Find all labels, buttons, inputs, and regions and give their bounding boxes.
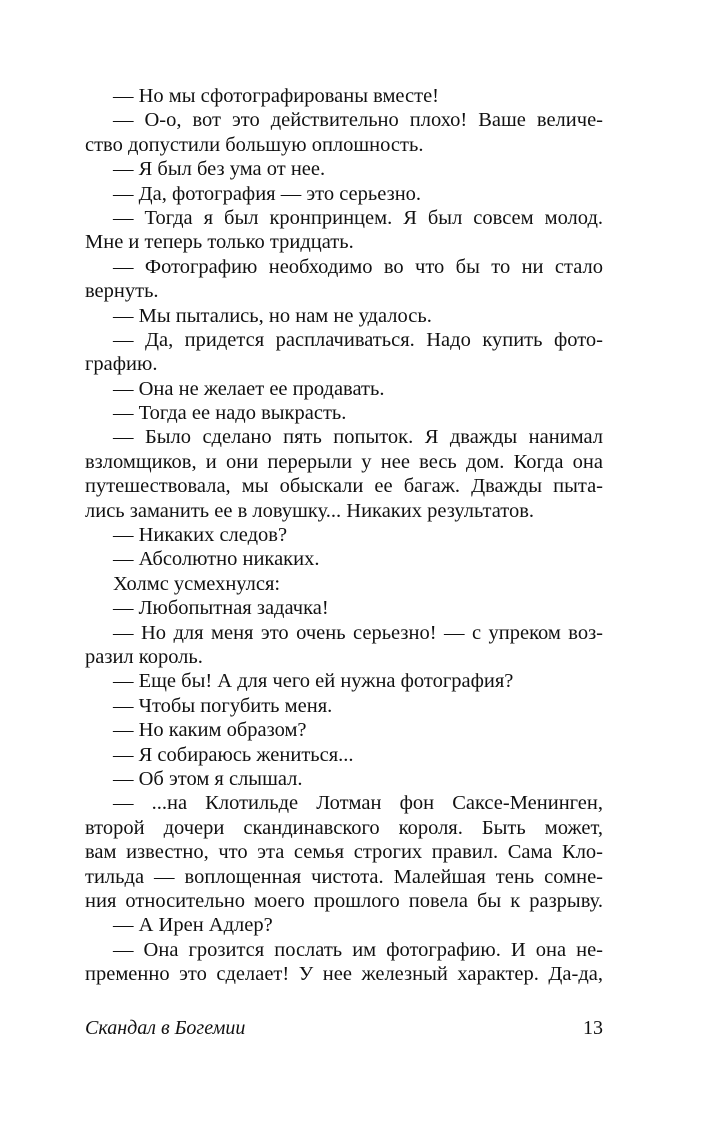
- text-line: лись заманить ее в ловушку... Никаких результатов.: [85, 499, 535, 522]
- text-line: — Еще бы! А для чего ей нужна фотография?: [113, 670, 514, 693]
- page-body: [85, 84, 603, 986]
- text-line: — Но для меня это очень серьезно! — с упреком воз-: [113, 621, 603, 644]
- page-footer: [85, 1015, 603, 1041]
- text-line: — ...на Клотильде Лотман фон Саксе-Менинген,: [113, 792, 603, 815]
- text-line: — О-о, вот это действительно плохо! Ваше величе-: [113, 109, 603, 132]
- text-line: — Никаких следов?: [113, 524, 288, 547]
- text-line: вам известно, что эта семья строгих правил. Сама Кло-: [85, 841, 603, 864]
- text-line: пременно это сделает! У нее железный характер. Да-да,: [85, 963, 603, 986]
- text-line: графию.: [85, 353, 158, 376]
- text-line: Холмс усмехнулся:: [113, 572, 281, 595]
- text-line: — Абсолютно никаких.: [113, 548, 320, 571]
- text-line: — Чтобы погубить меня.: [113, 694, 333, 717]
- text-line: второй дочери скандинавского короля. Быть может,: [85, 816, 603, 839]
- text-line: — Тогда ее надо выкрасть.: [113, 402, 347, 425]
- text-line: Мне и теперь только тридцать.: [85, 231, 354, 254]
- page-number: 13: [583, 1017, 603, 1039]
- text-line: — Да, фотография — это серьезно.: [113, 182, 422, 205]
- text-line: — А Ирен Адлер?: [113, 914, 273, 937]
- text-line: ния относительно моего прошлого повела бы к разрыву.: [85, 889, 603, 912]
- text-line: — Фотографию необходимо во что бы то ни стало: [113, 255, 603, 278]
- text-line: путешествовала, мы обыскали ее багаж. Дважды пыта-: [85, 475, 603, 498]
- text-line: разил король.: [85, 645, 203, 668]
- text-line: тильда — воплощенная чистота. Малейшая тень сомне-: [85, 865, 603, 888]
- text-line: — Я собираюсь жениться...: [113, 743, 354, 766]
- text-line: — Было сделано пять попыток. Я дважды нанимал: [113, 426, 603, 449]
- text-line: — Да, придется расплачиваться. Надо купить фото-: [113, 328, 603, 351]
- text-line: — Я был без ума от нее.: [113, 158, 326, 181]
- text-line: — Но каким образом?: [113, 719, 307, 742]
- text-line: ство допустили большую оплошность.: [85, 133, 424, 156]
- text-line: — Любопытная задачка!: [113, 597, 329, 620]
- text-line: — Она грозится послать им фотографию. И она не-: [113, 938, 603, 961]
- running-title: Скандал в Богемии: [85, 1017, 246, 1039]
- text-line: взломщиков, и они перерыли у нее весь дом. Когда она: [85, 450, 603, 473]
- text-line: — Мы пытались, но нам не удалось.: [113, 304, 432, 327]
- text-line: вернуть.: [85, 280, 159, 303]
- text-line: — Об этом я слышал.: [113, 767, 303, 790]
- text-line: — Тогда я был кронпринцем. Я был совсем молод.: [113, 206, 603, 229]
- text-line: — Но мы сфотографированы вместе!: [113, 85, 440, 107]
- text-line: — Она не желает ее продавать.: [113, 377, 385, 400]
